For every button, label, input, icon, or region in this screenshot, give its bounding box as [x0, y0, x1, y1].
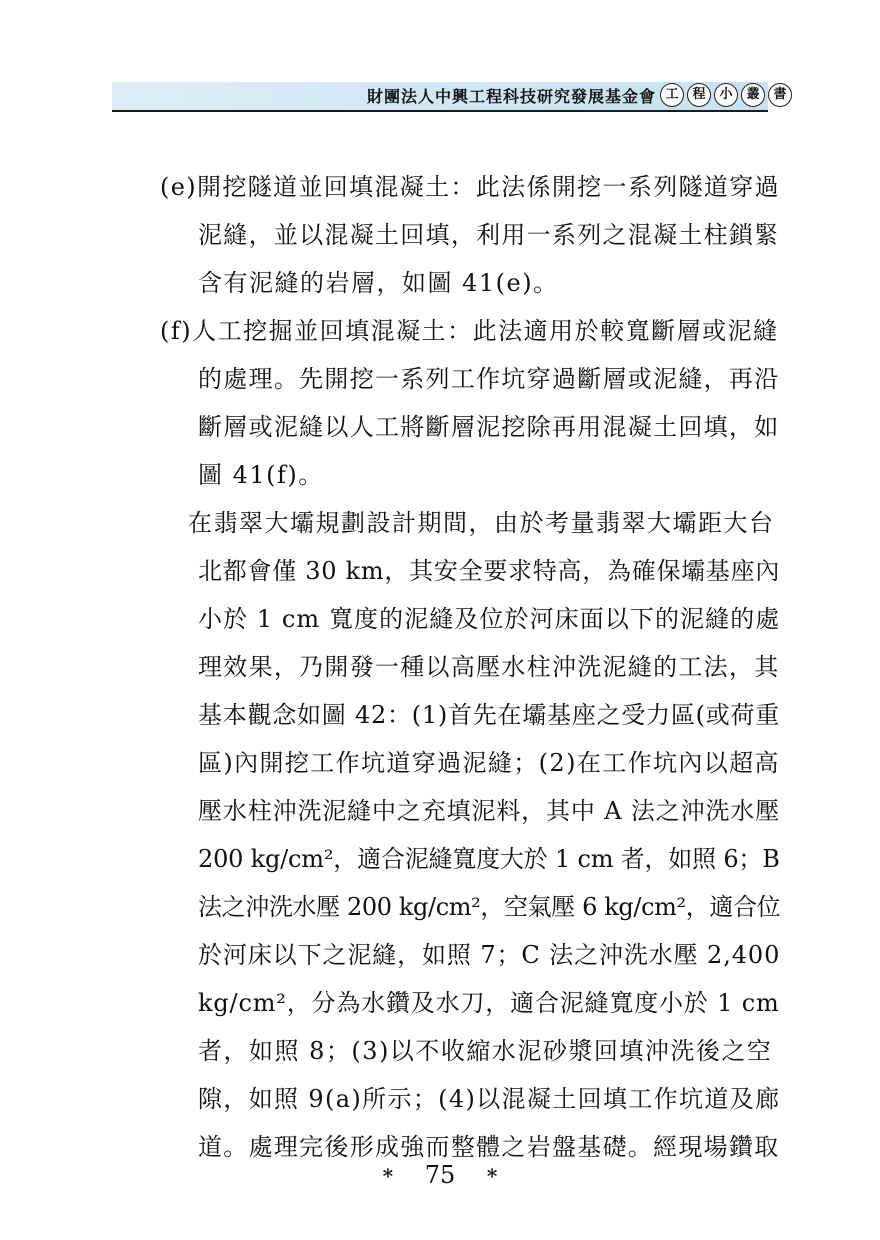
series-char: 工	[660, 83, 684, 107]
footer-star-right: *	[486, 1164, 498, 1188]
series-char: 叢	[741, 83, 765, 107]
body-line: 200 kg/cm²，適合泥縫寬度大於 1 cm 者，如照 6；B	[198, 845, 780, 873]
series-char: 書	[768, 83, 792, 107]
body-line: 在翡翠大壩規劃設計期間，由於考量翡翠大壩距大台	[188, 509, 775, 537]
series-char: 程	[687, 83, 711, 107]
body-line: 道。處理完後形成強而整體之岩盤基礎。經現場鑽取	[198, 1133, 780, 1161]
footer-star-left: *	[382, 1164, 394, 1188]
series-char: 小	[714, 83, 738, 107]
body-line: 圖 41(f)。	[198, 461, 324, 489]
page-footer	[0, 1160, 880, 1191]
body-line: 斷層或泥縫以人工將斷層泥挖除再用混凝土回填，如	[198, 413, 780, 441]
body-line: (f)人工挖掘並回填混凝土：此法適用於較寬斷層或泥縫	[160, 317, 779, 345]
body-line: 於河床以下之泥縫，如照 7；C 法之沖洗水壓 2,400	[198, 941, 781, 969]
body-line: 法之沖洗水壓 200 kg/cm²，空氣壓 6 kg/cm²，適合位	[198, 893, 781, 921]
body-line: 基本觀念如圖 42：(1)首先在壩基座之受力區(或荷重	[198, 701, 781, 729]
body-line: 區)內開挖工作坑道穿過泥縫；(2)在工作坑內以超高	[198, 749, 780, 777]
body-line: 者，如照 8；(3)以不收縮水泥砂漿回填沖洗後之空	[198, 1037, 773, 1065]
series-badge	[660, 83, 792, 109]
publisher-name: 財團法人中興工程科技研究發展基金會	[366, 87, 656, 106]
body-line: (e)開挖隧道並回填混凝土：此法係開挖一系列隧道穿過	[160, 173, 780, 201]
body-line: 北都會僅 30 km，其安全要求特高，為確保壩基座內	[198, 557, 781, 585]
body-line: 泥縫，並以混凝土回填，利用一系列之混凝土柱鎖緊	[198, 221, 780, 249]
body-line: kg/cm²，分為水鑽及水刀，適合泥縫寬度小於 1 cm	[198, 989, 780, 1017]
header-rule	[112, 110, 768, 112]
body-line: 的處理。先開挖一系列工作坑穿過斷層或泥縫，再沿	[198, 365, 780, 393]
page-number: 75	[424, 1161, 456, 1189]
body-line: 壓水柱沖洗泥縫中之充填泥料，其中 A 法之沖洗水壓	[198, 797, 781, 825]
body-line: 理效果，乃開發一種以高壓水柱沖洗泥縫的工法，其	[198, 653, 780, 681]
body-line: 隙，如照 9(a)所示；(4)以混凝土回填工作坑道及廊	[198, 1085, 781, 1113]
body-line: 小於 1 cm 寬度的泥縫及位於河床面以下的泥縫的處	[198, 605, 781, 633]
body-line: 含有泥縫的岩層，如圖 41(e)。	[198, 269, 559, 297]
